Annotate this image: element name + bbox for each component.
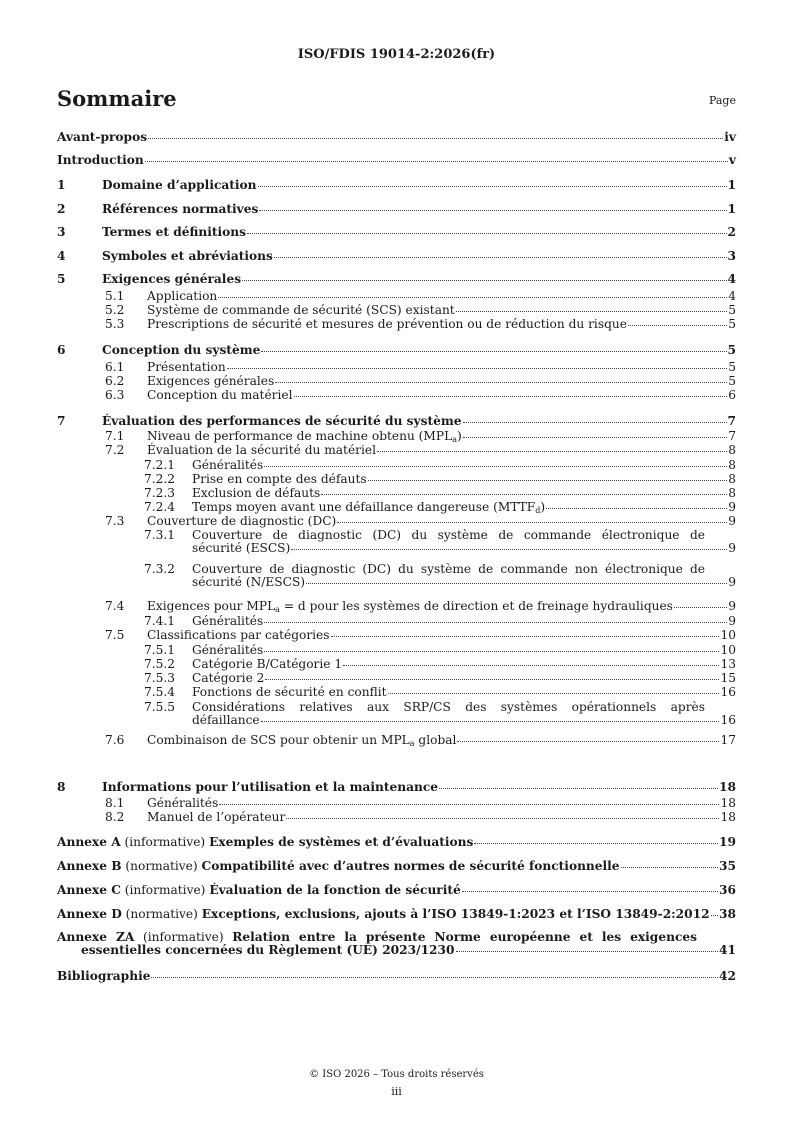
section-title: Catégorie B/Catégorie 1 xyxy=(192,657,343,671)
toc-entry-s6_2[interactable] xyxy=(57,375,736,387)
page-ref: 38 xyxy=(719,907,736,921)
section-number: 7.2.4 xyxy=(144,500,176,514)
page-number: iii xyxy=(391,1085,402,1098)
leader-dots xyxy=(331,636,720,637)
page-ref: 5 xyxy=(728,374,736,388)
toc-entry-s7_3_1[interactable] xyxy=(57,529,736,555)
section-title-cont: sécurité (N/ESCS) xyxy=(192,575,306,589)
section-number: 2 xyxy=(57,202,66,216)
page-ref: 4 xyxy=(727,272,736,286)
toc-entry-s3[interactable] xyxy=(57,226,736,238)
page-ref: 10 xyxy=(720,643,736,657)
section-title: Exclusion de défauts xyxy=(192,486,321,500)
page-column-label: Page xyxy=(708,94,736,107)
toc-entry-s8_1[interactable] xyxy=(57,797,736,809)
toc-entry-s7_5_4[interactable] xyxy=(57,686,736,698)
page-ref: 1 xyxy=(727,178,736,192)
page-ref: 1 xyxy=(727,202,736,216)
section-title: Combinaison de SCS pour obtenir un $MPL_a$ global xyxy=(147,733,457,748)
section-title: Exigences pour $MPL_a = d$ pour les systèmes de direction et de freinage hydrauliques xyxy=(147,599,673,614)
section-title: Généralités xyxy=(192,458,264,472)
leader-dots xyxy=(674,607,727,608)
section-title-line2 xyxy=(192,576,736,589)
toc-entry-s7_4_1[interactable] xyxy=(57,615,736,627)
section-number: 4 xyxy=(57,249,66,263)
leader-dots xyxy=(264,622,727,623)
section-title: Évaluation de la sécurité du matériel xyxy=(147,443,376,457)
section-title: Prise en compte des défauts xyxy=(192,472,367,486)
section-title-block xyxy=(192,529,736,555)
page-ref: 16 xyxy=(720,713,736,727)
section-title: Généralités xyxy=(147,796,219,810)
section-number: 8.2 xyxy=(105,810,125,824)
section-title-line1: Considérations relatives aux SRP/CS des systèmes opérationnels après xyxy=(192,700,705,714)
annex-title: Annexe A (informative) Exemples de systèmes et d’évaluations xyxy=(57,835,474,849)
section-title-cont: défaillance xyxy=(192,713,260,727)
toc-entry-s4[interactable] xyxy=(57,250,736,262)
page-ref: 13 xyxy=(720,657,736,671)
page-ref: 8 xyxy=(728,486,736,500)
toc-entry-s2[interactable] xyxy=(57,203,736,215)
section-number: 7.5.5 xyxy=(144,700,176,714)
toc-entry-s5_3[interactable] xyxy=(57,318,736,330)
page-ref: 41 xyxy=(719,943,736,957)
section-title: Références normatives xyxy=(102,202,259,216)
section-number: 8 xyxy=(57,780,66,794)
section-number: 6.3 xyxy=(105,388,125,402)
page-ref: 7 xyxy=(727,414,736,428)
leader-dots xyxy=(274,257,727,258)
section-title: Système de commande de sécurité (SCS) existant xyxy=(147,303,455,317)
leader-dots xyxy=(219,804,719,805)
toc-entry-s7_4[interactable] xyxy=(57,600,736,612)
section-title: Classifications par catégories xyxy=(147,628,330,642)
section-title-line1: Couverture de diagnostic (DC) du système de commande électronique de xyxy=(192,528,705,542)
section-title: Temps moyen avant une défaillance dangereuse $(MTTF_d)$ xyxy=(192,500,546,515)
leader-dots xyxy=(337,522,727,523)
section-title: Couverture de diagnostic (DC) xyxy=(147,514,337,528)
toc-entry-s7_5_1[interactable] xyxy=(57,644,736,656)
page-ref: 9 xyxy=(728,500,736,514)
toc-annex-annB[interactable] xyxy=(57,860,736,872)
annex-title: Annexe B (normative) Compatibilité avec d’autres normes de sécurité fonctionnelle xyxy=(57,859,620,873)
toc-entry-intro[interactable] xyxy=(57,154,736,166)
toc-entry-s1[interactable] xyxy=(57,179,736,191)
section-number: 7.4 xyxy=(105,599,125,613)
section-title: Conception du matériel xyxy=(147,388,293,402)
toc-entry-s7_1[interactable] xyxy=(57,430,736,442)
leader-dots xyxy=(463,437,727,438)
section-number: 7 xyxy=(57,414,66,428)
page-ref: 36 xyxy=(719,883,736,897)
leader-dots xyxy=(148,138,723,139)
leader-dots xyxy=(343,665,719,666)
page-ref: 5 xyxy=(728,303,736,317)
page-ref: 8 xyxy=(728,458,736,472)
section-number: 5.3 xyxy=(105,317,125,331)
toc-entry-s5_1[interactable] xyxy=(57,290,736,302)
toc-entry-s7_2_4[interactable] xyxy=(57,501,736,513)
section-number: 5.1 xyxy=(105,289,125,303)
section-title: Domaine d’application xyxy=(102,178,257,192)
toc-entry-s8_2[interactable] xyxy=(57,811,736,823)
section-number: 5 xyxy=(57,272,66,286)
section-number: 7.1 xyxy=(105,429,125,443)
leader-dots xyxy=(628,325,727,326)
toc-entry-s5[interactable] xyxy=(57,273,736,285)
section-title-block xyxy=(192,563,736,589)
page-ref: 15 xyxy=(720,671,736,685)
toc-entry-s7_6[interactable] xyxy=(57,734,736,746)
page-ref: 5 xyxy=(727,343,736,357)
leader-dots xyxy=(546,508,727,509)
section-title: Application xyxy=(147,289,218,303)
toc-entry-s7[interactable] xyxy=(57,415,736,427)
section-title: Introduction xyxy=(57,153,144,167)
section-number: 7.6 xyxy=(105,733,125,747)
section-number: 7.3.1 xyxy=(144,528,176,542)
leader-dots xyxy=(242,280,726,281)
section-title-line2 xyxy=(192,542,736,555)
section-number: 7.2.3 xyxy=(144,486,176,500)
page-ref: 9 xyxy=(728,575,736,589)
annex-title: Annexe C (informative) Évaluation de la fonction de sécurité xyxy=(57,883,461,897)
leader-dots xyxy=(291,549,727,550)
leader-dots xyxy=(265,679,719,680)
leader-dots xyxy=(247,233,727,234)
leader-dots xyxy=(151,977,718,978)
toc-bibliography[interactable] xyxy=(57,970,736,982)
leader-dots xyxy=(306,583,727,584)
leader-dots xyxy=(275,382,727,383)
leader-dots xyxy=(711,915,718,916)
leader-dots xyxy=(456,311,728,312)
toc-entry-s7_3[interactable] xyxy=(57,515,736,527)
section-number: 6.1 xyxy=(105,360,125,374)
toc-entry-avant[interactable] xyxy=(57,131,736,143)
page-ref: 18 xyxy=(720,810,736,824)
section-number: 7.5.4 xyxy=(144,685,176,699)
leader-dots xyxy=(145,161,728,162)
leader-dots xyxy=(261,721,720,722)
section-title: Présentation xyxy=(147,360,226,374)
leader-dots xyxy=(462,891,718,892)
page-ref: 17 xyxy=(720,733,736,747)
page-ref: 7 xyxy=(728,429,736,443)
section-title-line2 xyxy=(192,714,736,727)
section-title: Informations pour l’utilisation et la maintenance xyxy=(102,780,439,794)
toc-entry-s7_3_2[interactable] xyxy=(57,563,736,589)
bibliography-title: Bibliographie xyxy=(57,969,151,983)
leader-dots xyxy=(321,494,727,495)
section-title: Manuel de l’opérateur xyxy=(147,810,286,824)
leader-dots xyxy=(457,741,719,742)
title-row xyxy=(57,86,736,111)
section-number: 7.2.1 xyxy=(144,458,176,472)
leader-dots xyxy=(368,480,728,481)
page-ref: 42 xyxy=(719,969,736,983)
section-number: 6 xyxy=(57,343,66,357)
annex-title: Annexe D (normative) Exceptions, exclusions, ajouts à l’ISO 13849-1:2023 et l’ISO 13849-2:2012 xyxy=(57,907,710,921)
toc-entry-s5_2[interactable] xyxy=(57,304,736,316)
section-number: 5.2 xyxy=(105,303,125,317)
page-ref: 19 xyxy=(719,835,736,849)
leader-dots xyxy=(463,422,727,423)
page-ref: 6 xyxy=(728,388,736,402)
page-ref: 3 xyxy=(727,249,736,263)
toc-entry-s7_5_3[interactable] xyxy=(57,672,736,684)
section-title: Symboles et abréviations xyxy=(102,249,273,263)
page-ref: 2 xyxy=(727,225,736,239)
section-title: Niveau de performance de machine obtenu $(MPL_a)$ xyxy=(147,429,462,444)
toc-entry-s7_2_1[interactable] xyxy=(57,459,736,471)
page-ref: 16 xyxy=(720,685,736,699)
section-number: 7.2.2 xyxy=(144,472,176,486)
page-ref: 9 xyxy=(728,614,736,628)
page-ref: 8 xyxy=(728,443,736,457)
section-number: 7.5.1 xyxy=(144,643,176,657)
leader-dots xyxy=(456,951,719,952)
section-number: 7.2 xyxy=(105,443,125,457)
toc-entry-s7_5_2[interactable] xyxy=(57,658,736,670)
leader-dots xyxy=(439,788,718,789)
section-title-line1: Couverture de diagnostic (DC) du système de commande non électronique de xyxy=(192,562,705,576)
section-title-block xyxy=(192,701,736,727)
leader-dots xyxy=(227,368,728,369)
page-ref: 5 xyxy=(728,317,736,331)
leader-dots xyxy=(294,396,728,397)
page-ref: 9 xyxy=(728,514,736,528)
section-number: 3 xyxy=(57,225,66,239)
page-ref: 18 xyxy=(719,780,736,794)
section-title-cont: sécurité (ESCS) xyxy=(192,541,291,555)
annex-title-cont: essentielles concernées du Règlement (UE) 2023/1230 xyxy=(81,943,455,957)
section-title: Conception du système xyxy=(102,343,261,357)
toc-entry-s6[interactable] xyxy=(57,344,736,356)
page-ref: 35 xyxy=(719,859,736,873)
leader-dots xyxy=(377,451,727,452)
toc-entry-s7_2[interactable] xyxy=(57,444,736,456)
toc-annex-ZA[interactable] xyxy=(57,931,736,957)
annex-title-line1: Annexe ZA (informative) Relation entre la présente Norme européenne et les exigences xyxy=(57,930,697,944)
toc-annex-annA[interactable] xyxy=(57,836,736,848)
toc-annex-annD[interactable] xyxy=(57,908,736,920)
toc-entry-s8[interactable] xyxy=(57,781,736,793)
annex-title-line2 xyxy=(57,944,736,957)
section-title: Généralités xyxy=(192,614,264,628)
section-title: Catégorie 2 xyxy=(192,671,265,685)
section-number: 8.1 xyxy=(105,796,125,810)
leader-dots xyxy=(286,818,719,819)
leader-dots xyxy=(264,651,719,652)
toc-entry-s7_2_3[interactable] xyxy=(57,487,736,499)
section-number: 7.5.2 xyxy=(144,657,176,671)
page-ref: 9 xyxy=(728,599,736,613)
section-title: Termes et définitions xyxy=(102,225,246,239)
leader-dots xyxy=(259,210,726,211)
page-ref: 4 xyxy=(728,289,736,303)
toc-entry-s7_5_5[interactable] xyxy=(57,701,736,727)
section-number: 6.2 xyxy=(105,374,125,388)
toc-entry-s6_1[interactable] xyxy=(57,361,736,373)
page-ref: 8 xyxy=(728,472,736,486)
leader-dots xyxy=(261,351,726,352)
leader-dots xyxy=(474,843,718,844)
section-title: Exigences générales xyxy=(102,272,242,286)
leader-dots xyxy=(258,186,727,187)
page-ref: 10 xyxy=(720,628,736,642)
page-ref: 18 xyxy=(720,796,736,810)
section-title: Avant-propos xyxy=(57,130,148,144)
page-ref: iv xyxy=(724,130,736,144)
leader-dots xyxy=(218,297,727,298)
toc-entry-s6_3[interactable] xyxy=(57,389,736,401)
section-title: Évaluation des performances de sécurité du système xyxy=(102,414,462,428)
section-title: Généralités xyxy=(192,643,264,657)
section-number: 1 xyxy=(57,178,66,192)
section-title: Fonctions de sécurité en conflit xyxy=(192,685,387,699)
toc-entry-s7_5[interactable] xyxy=(57,629,736,641)
page-ref: 5 xyxy=(728,360,736,374)
section-number: 7.5.3 xyxy=(144,671,176,685)
section-number: 7.3 xyxy=(105,514,125,528)
leader-dots xyxy=(388,693,720,694)
toc-annex-annC[interactable] xyxy=(57,884,736,896)
section-number: 7.3.2 xyxy=(144,562,176,576)
copyright-footer: © ISO 2026 – Tous droits réservés xyxy=(309,1069,484,1080)
section-title: Prescriptions de sécurité et mesures de prévention ou de réduction du risque xyxy=(147,317,627,331)
section-title: Exigences générales xyxy=(147,374,275,388)
section-number: 7.5 xyxy=(105,628,125,642)
leader-dots xyxy=(264,466,727,467)
document-header: ISO/FDIS 19014-2:2026(fr) xyxy=(297,47,496,62)
leader-dots xyxy=(621,867,718,868)
page-ref: 9 xyxy=(728,541,736,555)
page-title: Sommaire xyxy=(57,86,177,111)
page-ref: v xyxy=(728,153,736,167)
toc-entry-s7_2_2[interactable] xyxy=(57,473,736,485)
section-number: 7.4.1 xyxy=(144,614,176,628)
